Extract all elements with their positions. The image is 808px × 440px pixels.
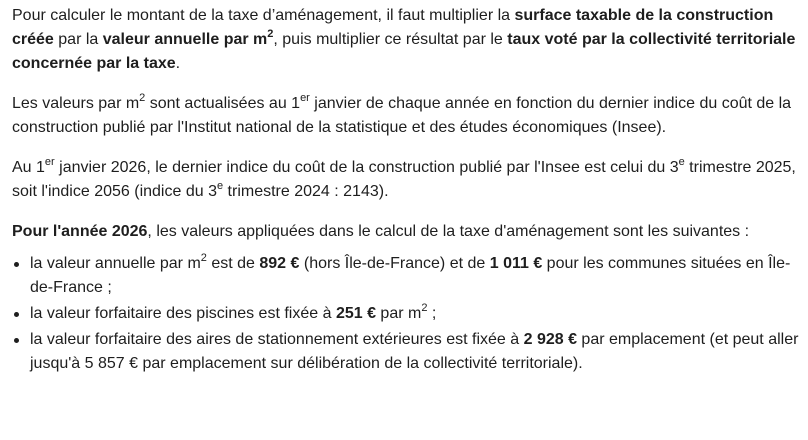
values-list [12,252,802,376]
paragraph-calculation-method [12,4,802,76]
superscript: e [678,155,685,168]
list-item-stationnement [12,328,802,376]
text-segment: Pour calculer le montant de la taxe d’aménagement, il faut multiplier la [12,7,515,24]
list-item-valeur-annuelle [12,252,802,300]
text-segment: par m [375,305,422,322]
superscript: 2 [267,27,274,40]
text-segment: Au 1 [12,159,45,176]
superscript: e [216,179,224,192]
text-segment: pour les communes situées en Île-de-France ; [30,255,791,296]
paragraph-update-rule [12,92,802,140]
bold-value: 251 € [335,305,376,322]
text-segment: est de [206,255,260,272]
text-segment: Les valeurs par m [12,95,140,112]
text-segment: la valeur annuelle par m [30,255,201,272]
text-segment: la valeur forfaitaire des piscines est fixée à [30,305,336,322]
text-segment: par emplacement (et peut aller jusqu'à 5 857 € par emplacement sur délibération de la collectivité territoriale). [30,331,799,372]
text-segment: , les valeurs appliquées dans le calcul de la taxe d'aménagement sont les suivantes : [147,223,750,240]
text-segment: sont actualisées au 1 [145,95,301,112]
list-item-piscines [12,302,802,326]
paragraph-values-intro [12,220,802,244]
text-segment: , puis multiplier ce résultat par le [273,31,508,48]
text-segment: janvier 2026, le dernier indice du coût de la construction publié par l'Insee est celui du 3 [54,159,679,176]
text-segment: valeur annuelle par m [102,31,268,48]
superscript: 2 [139,91,146,104]
bullet-icon [14,312,19,317]
bold-value: 2 928 € [523,331,577,348]
text-segment: trimestre 2025, soit l'indice 2056 (indice du 3 [12,159,796,200]
article-content [12,4,802,378]
bold-term-taux: taux voté par la collectivité territoriale concernée par la taxe [12,31,796,72]
bold-term-year: Pour l'année 2026 [12,223,148,240]
text-segment: trimestre 2024 : 2143). [223,183,389,200]
text-segment: la valeur forfaitaire des aires de stationnement extérieures est fixée à [30,331,524,348]
bold-term-surface: surface taxable de la construction créée [12,7,774,48]
superscript: 2 [200,251,207,264]
text-segment: (hors Île-de-France) et de [299,255,490,272]
superscript: 2 [421,301,428,314]
paragraph-index-2026 [12,156,802,204]
bullet-icon [14,338,19,343]
superscript: er [44,155,55,168]
bold-value: 892 € [259,255,300,272]
bold-term-valeur [102,27,274,48]
text-segment: ; [427,305,437,322]
text-segment: . [175,55,181,72]
text-segment: par la [53,31,103,48]
bold-value: 1 011 € [489,255,543,272]
text-segment: janvier de chaque année en fonction du dernier indice du coût de la construction publié par l'Institut national de la statistique et des études économiques (Insee). [12,95,792,136]
superscript: er [300,91,310,104]
bullet-icon [14,262,19,267]
